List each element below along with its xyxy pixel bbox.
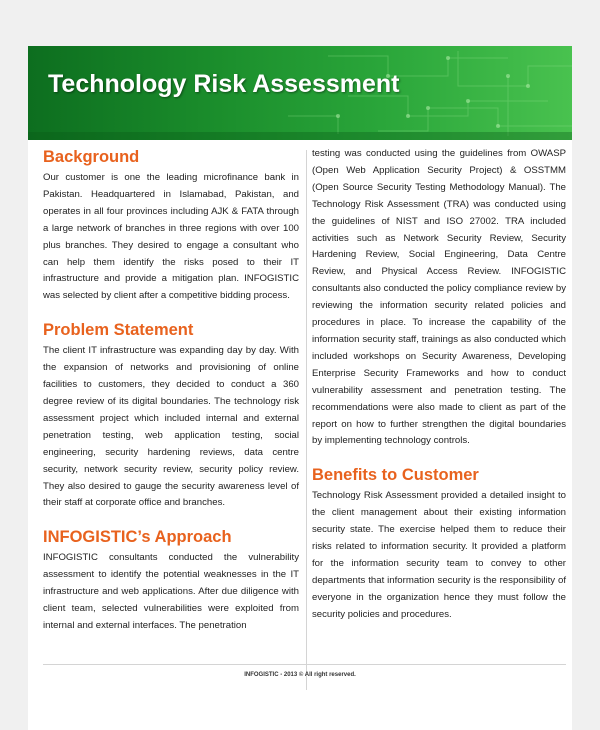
- background-text: Our customer is one the leading microfinance bank in Pakistan. Headquartered in Islamabad, Pakistan, and operates in all four provinces including AJK & FATA through a large network of branches in three regions with over 100 plus branches. They desired to engage a consultant who can help them identify the risks posed to their IT infrastructure and provide a mitigation plan. INFOGISTIC was selected by client after a competitive bidding process.: [43, 172, 299, 302]
- background-heading: Background: [43, 148, 140, 166]
- problem-text: The client IT infrastructure was expanding day by day. With the expansion of networks and provisioning of online facilities to customers, they decided to conduct a 360 degree review of its digital boundaries. The technology risk assessment project which included internal and external penetration testing, web application testing, social engineering, security hardening reviews, data centre security, network security review, security policy review. They also desired to gauge the security awareness level of their staff at corporate office and branches.: [43, 345, 299, 509]
- document-page: [28, 46, 572, 730]
- approach-text-left: INFOGISTIC consultants conducted the vulnerability assessment to identify the potential weaknesses in the IT infrastructure and web applications. After due diligence with client team, selected vulnerabilities were exploited from internal and external interfaces. The penetration: [43, 552, 299, 631]
- header-banner: [28, 46, 572, 140]
- approach-continued: [312, 146, 566, 450]
- footer-divider: [43, 664, 566, 665]
- document-title: Technology Risk Assessment: [48, 70, 400, 98]
- background-section: [43, 146, 299, 305]
- footer-text: INFOGISTIC - 2013 © All right reserved.: [244, 672, 356, 678]
- problem-section: [43, 319, 299, 512]
- column-divider: [306, 150, 307, 690]
- left-column: [43, 146, 299, 649]
- approach-text-right: testing was conducted using the guidelines from OWASP (Open Web Application Security Project) & OSSTMM (Open Source Security Testing Methodology Manual). The Technology Risk Assessment (TRA) was conducted using the guidelines of NIST and ISO 27002. TRA included activities such as Network Security Review, Security Hardening Review, Social Engineering, Data Centre Review, and Physical Access Review. INFOGISTIC consultants also conducted the policy compliance review by reviewing the information security related policies and procedures in place. To increase the capability of the information security staff, trainings as also conducted which included workshops on Security Awareness, Developing Enterprise Security Frameworks and how to conduct vulnerability assessment and penetration testing. The recommendations were also made to client as part of the report on how to further strengthen the digital boundaries by implementing technology controls.: [312, 148, 566, 447]
- benefits-text: Technology Risk Assessment provided a detailed insight to the client management about their existing information security state. The exercise helped them to reduce their risks related to information security. It provided a platform for the information security team to convey to other departments that information security is the responsibility of everyone in the organization hence they must follow the security policies and procedures.: [312, 490, 566, 620]
- approach-section: [43, 526, 299, 635]
- approach-heading: INFOGISTIC’s Approach: [43, 528, 232, 547]
- benefits-section: [312, 464, 566, 623]
- right-column: [312, 146, 566, 638]
- benefits-heading: Benefits to Customer: [312, 466, 479, 485]
- problem-heading: Problem Statement: [43, 321, 194, 340]
